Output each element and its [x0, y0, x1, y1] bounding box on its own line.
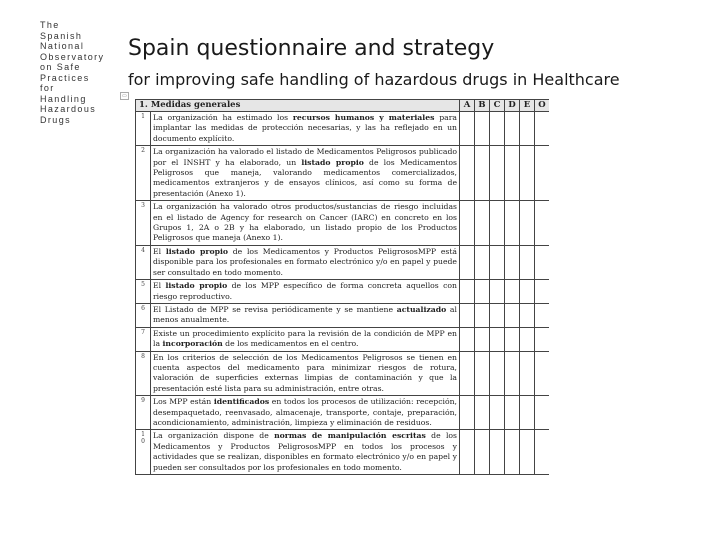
statement-keyword: actualizado — [396, 304, 447, 314]
row-number: 2 — [136, 146, 151, 201]
row-statement — [151, 245, 460, 279]
row-statement — [151, 430, 460, 475]
rating-cell[interactable] — [475, 146, 490, 201]
rating-cell[interactable] — [460, 430, 475, 475]
rating-column-header: O — [535, 100, 550, 112]
rating-cell[interactable] — [535, 201, 550, 246]
statement-text: La organización ha valorado el listado de Medicamentos Peligrosos publicado por el INSHT y ha elaborado, un — [153, 147, 457, 167]
rating-cell[interactable] — [490, 112, 505, 146]
rating-cell[interactable] — [535, 327, 550, 351]
statement-keyword: normas de manipulación escritas — [274, 431, 426, 441]
statement-keyword: recursos humanos y materiales — [292, 113, 435, 122]
rating-cell[interactable] — [490, 396, 505, 430]
observatory-name-line: on Safe — [40, 62, 81, 72]
rating-cell[interactable] — [475, 351, 490, 396]
rating-column-header: E — [520, 100, 535, 112]
statement-keyword: listado propio — [301, 157, 364, 167]
rating-cell[interactable] — [475, 112, 490, 146]
rating-cell[interactable] — [475, 201, 490, 246]
slide-marker-icon: ▭ — [122, 93, 127, 99]
statement-text: al menos anualmente. — [153, 304, 457, 325]
table-row — [136, 430, 550, 475]
rating-cell[interactable] — [520, 280, 535, 304]
row-number: 6 — [136, 303, 151, 327]
observatory-name-line: Drugs — [40, 114, 72, 125]
section-title: 1. Medidas generales — [136, 100, 460, 112]
statement-text: en todos los procesos de utilización: recepción, desempaquetado, reenvasado, almacenaje, transporte, contaje, preparación, acondicionamiento, administración, limpieza y eliminación de residuos. — [153, 397, 457, 427]
statement-text: En los criterios de selección de los Medicamentos Peligrosos se tienen en cuenta aspectos del medicamento para minimizar riesgos de rotura, valoración de superficies externas limpias de contaminación y que la presentación esté lista para su administración, entre otras. — [153, 352, 457, 393]
observatory-name-line: The Spanish — [40, 20, 83, 41]
rating-cell[interactable] — [460, 146, 475, 201]
rating-cell[interactable] — [490, 430, 505, 475]
table-row — [136, 396, 550, 430]
rating-cell[interactable] — [505, 327, 520, 351]
row-number: 5 — [136, 280, 151, 304]
rating-cell[interactable] — [490, 146, 505, 201]
table-row — [136, 146, 550, 201]
rating-cell[interactable] — [460, 396, 475, 430]
rating-cell[interactable] — [460, 280, 475, 304]
statement-keyword: incorporación — [162, 339, 223, 349]
table-row — [136, 280, 550, 304]
table-row — [136, 351, 550, 396]
questionnaire-table-image — [135, 99, 549, 540]
statement-text: La organización dispone de — [153, 431, 275, 441]
rating-cell[interactable] — [520, 351, 535, 396]
rating-cell[interactable] — [535, 396, 550, 430]
rating-cell[interactable] — [505, 201, 520, 246]
rating-column-header: D — [505, 100, 520, 112]
rating-cell[interactable] — [460, 351, 475, 396]
rating-cell[interactable] — [460, 303, 475, 327]
rating-cell[interactable] — [475, 245, 490, 279]
rating-cell[interactable] — [535, 430, 550, 475]
rating-cell[interactable] — [475, 396, 490, 430]
row-number: 1 0 — [136, 430, 151, 475]
page-title: Spain questionnaire and strategy — [128, 36, 495, 61]
statement-text: La organización ha valorado otros productos/sustancias de riesgo incluidas en el listado de Agency for research on Cancer (IARC) en concreto en los Grupos 1, 2A o 2B y ha elaborado, un listado propio de los Productos Peligrosos que maneja (Anexo 1). — [153, 202, 457, 243]
statement-text: El — [153, 246, 166, 256]
statement-keyword: listado propio — [165, 281, 228, 291]
rating-cell[interactable] — [475, 303, 490, 327]
rating-cell[interactable] — [505, 280, 520, 304]
rating-cell[interactable] — [505, 430, 520, 475]
row-statement — [151, 146, 460, 201]
rating-cell[interactable] — [505, 303, 520, 327]
rating-cell[interactable] — [490, 280, 505, 304]
rating-cell[interactable] — [535, 351, 550, 396]
statement-text: Los MPP están — [153, 397, 214, 407]
row-statement — [151, 303, 460, 327]
statement-text: La organización ha estimado los — [153, 113, 293, 122]
statement-text: El — [153, 281, 166, 291]
row-statement — [151, 327, 460, 351]
table-header-row — [136, 100, 550, 112]
rating-cell[interactable] — [460, 245, 475, 279]
row-statement — [151, 280, 460, 304]
rating-cell[interactable] — [460, 112, 475, 146]
rating-cell[interactable] — [475, 327, 490, 351]
observatory-name-line: Hazardous — [40, 104, 97, 114]
row-number: 8 — [136, 351, 151, 396]
rating-cell[interactable] — [520, 201, 535, 246]
rating-cell[interactable] — [535, 245, 550, 279]
rating-cell[interactable] — [535, 280, 550, 304]
rating-cell[interactable] — [490, 327, 505, 351]
page-subtitle: for improving safe handling of hazardous drugs in Healthcare — [128, 70, 620, 89]
row-statement — [151, 396, 460, 430]
observatory-name-line: Practices for — [40, 72, 90, 93]
rating-cell[interactable] — [460, 327, 475, 351]
row-statement — [151, 201, 460, 246]
statement-keyword: identificados — [213, 397, 270, 407]
rating-cell[interactable] — [490, 351, 505, 396]
rating-cell[interactable] — [505, 396, 520, 430]
statement-keyword: listado propio — [165, 246, 228, 256]
statement-text: de los Medicamentos y Productos PeligrososMPP está disponible para los profesionales en formato electrónico y/o en papel y puede ser consultado en todo momento. — [153, 246, 457, 277]
rating-cell[interactable] — [475, 430, 490, 475]
table-row — [136, 327, 550, 351]
rating-cell[interactable] — [490, 245, 505, 279]
rating-cell[interactable] — [520, 396, 535, 430]
rating-cell[interactable] — [475, 280, 490, 304]
rating-cell[interactable] — [535, 146, 550, 201]
observatory-name-line: Observatory — [40, 51, 105, 62]
rating-cell[interactable] — [505, 351, 520, 396]
rating-cell[interactable] — [505, 146, 520, 201]
rating-cell[interactable] — [520, 146, 535, 201]
table-row — [136, 201, 550, 246]
statement-text: El Listado de MPP se revisa periódicamente y se mantiene — [153, 304, 397, 314]
rating-cell[interactable] — [520, 327, 535, 351]
rating-cell[interactable] — [505, 245, 520, 279]
rating-cell[interactable] — [520, 245, 535, 279]
table-row — [136, 245, 550, 279]
rating-column-header: A — [460, 100, 475, 112]
table-row — [136, 112, 550, 146]
row-statement — [151, 112, 460, 146]
rating-cell[interactable] — [520, 112, 535, 146]
rating-cell[interactable] — [460, 201, 475, 246]
rating-cell[interactable] — [505, 112, 520, 146]
rating-cell[interactable] — [535, 303, 550, 327]
statement-text: de los medicamentos en el centro. — [222, 339, 359, 349]
statement-text: de los Medicamentos y Productos PeligrososMPP en todos los procesos y actividades que se realizan, disponibles en formato electrónico y/o en papel y pueden ser consultados por los profesionales en todo momento. — [153, 431, 458, 472]
row-number: 9 — [136, 396, 151, 430]
rating-cell[interactable] — [520, 303, 535, 327]
rating-cell[interactable] — [490, 303, 505, 327]
observatory-name-line: Handling — [40, 93, 87, 104]
row-number: 7 — [136, 327, 151, 351]
statement-text: de los MPP específico de forma concreta aquellos con riesgo reproductivo. — [153, 281, 457, 301]
rating-cell[interactable] — [490, 201, 505, 246]
row-number: 4 — [136, 245, 151, 279]
row-number: 1 — [136, 112, 151, 146]
row-statement — [151, 351, 460, 396]
row-number: 3 — [136, 201, 151, 246]
rating-column-header: C — [490, 100, 505, 112]
statement-text: de los Medicamentos Peligrosos que maneja, valorando medicamentos comercializados, medicamentos extranjeros y de ensayos clínicos, así como su forma de presentación (Anexo 1). — [153, 157, 458, 198]
questionnaire-table — [135, 99, 549, 475]
rating-column-header: B — [475, 100, 490, 112]
rating-cell[interactable] — [535, 112, 550, 146]
observatory-name-line: National — [40, 41, 85, 51]
table-row — [136, 303, 550, 327]
statement-text: para implantar las medidas de protección necesarias, y las ha reflejado en un documento explícito. — [153, 113, 457, 143]
observatory-name — [40, 20, 105, 125]
rating-cell[interactable] — [520, 430, 535, 475]
statement-text: Existe un procedimiento explícito para la revisión de la condición de MPP en la — [153, 328, 457, 349]
